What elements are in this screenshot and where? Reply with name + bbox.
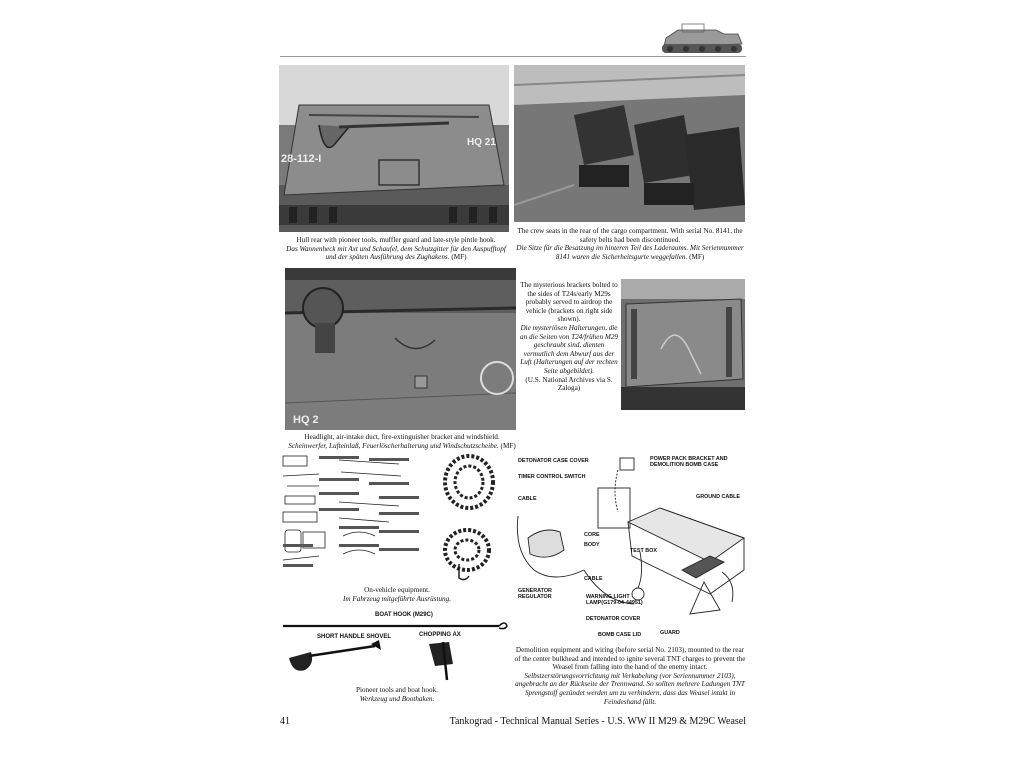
caption-demolition bbox=[514, 646, 746, 706]
caption-brackets-credit: (U.S. National Archives via S. Zaloga) bbox=[525, 375, 613, 393]
label-power-pack: POWER PACK BRACKET AND DEMOLITION BOMB CASE bbox=[650, 456, 728, 468]
label-boat-hook: BOAT HOOK (M29C) bbox=[375, 612, 433, 618]
page-number: 41 bbox=[280, 716, 290, 727]
label-timer: TIMER CONTROL SWITCH bbox=[518, 474, 586, 480]
caption-on-vehicle-en: On-vehicle equipment. bbox=[364, 586, 430, 594]
diagram-on-vehicle-equipment bbox=[279, 452, 511, 584]
label-shovel: SHORT HANDLE SHOVEL bbox=[317, 634, 392, 640]
caption-hull-rear bbox=[282, 236, 510, 262]
caption-pioneer-en: Pioneer tools and boat hook. bbox=[355, 686, 439, 694]
caption-brackets-de: Die mysteriösen Halterungen, die an die Seiten von T24/frühen M29 geschraubt sind, dienten vermutlich dem Abwurf aus der Luft (Halterungen auf der rechten Seite abgebildet). bbox=[520, 323, 619, 375]
label-core: CORE bbox=[584, 532, 600, 538]
label-detonator-cover: DETONATOR COVER bbox=[586, 616, 641, 622]
caption-demolition-en: Demolition equipment and wiring (before serial No. 2103), mounted to the rear of the center bulkhead and intended to ignite several TNT charges to prevent the Weasel from falling into the hand of the enemy intact. bbox=[514, 646, 746, 672]
label-cable-2: CABLE bbox=[584, 576, 603, 582]
caption-hull-rear-credit: (MF) bbox=[451, 253, 467, 262]
photo-brackets bbox=[621, 279, 745, 410]
caption-headlight-de: Scheinwerfer, Lufteinlaß, Feuerlöscherhalterung und Windschutzscheibe. bbox=[288, 441, 499, 450]
diagram-pioneer-tools bbox=[279, 608, 511, 684]
label-test-box: TEST BOX bbox=[630, 548, 657, 554]
deck-code-label: HQ 2 bbox=[293, 414, 319, 426]
caption-on-vehicle-de: Im Fahrzeug mitgeführte Ausrüstung. bbox=[342, 594, 452, 603]
caption-crew-seats-credit: (MF) bbox=[689, 252, 705, 261]
header-rule bbox=[280, 56, 746, 57]
caption-on-vehicle bbox=[290, 586, 504, 603]
hull-serial-label: 28-112-I bbox=[281, 153, 322, 165]
photo-headlight-deck bbox=[285, 268, 516, 430]
caption-demolition-de: Selbstzerstörungsvorrichtung mit Verkabelung (vor Seriennummer 2103), angebracht an der Rückseite der Trennwand. So sollten mehrere Ladungen TNT Sprengstoff gezündet werden um zu verhindern, dass das Weasel intakt in Feindeshand fällt. bbox=[515, 671, 745, 706]
caption-pioneer-de: Werkzeug und Boothaken. bbox=[359, 694, 435, 703]
label-bomb-case-lid: BOMB CASE LID bbox=[598, 632, 642, 638]
caption-hull-rear-de: Das Wannenheck mit Axt und Schaufel, dem Schutzgitter für den Auspufftopf und der späten Ausführung des Zughakens. bbox=[286, 244, 506, 262]
footer-title: Tankograd - Technical Manual Series - U.S. WW II M29 & M29C Weasel bbox=[449, 716, 746, 727]
caption-headlight bbox=[282, 433, 522, 450]
header-vehicle-thumbnail bbox=[656, 20, 746, 58]
label-detonator-case-cover: DETONATOR CASE COVER bbox=[518, 458, 589, 464]
label-ax: CHOPPING AX bbox=[419, 632, 461, 638]
caption-headlight-en: Headlight, air-intake duct, fire-extinguisher bracket and windshield. bbox=[304, 433, 500, 441]
photo-hull-rear bbox=[279, 65, 509, 232]
caption-headlight-credit: (MF) bbox=[500, 441, 516, 450]
label-warning-light: WARNING LIGHT LAMP(G179-04-44951) bbox=[586, 594, 643, 606]
caption-crew-seats-de: Die Sitze für die Besatzung im hinteren Teil des Laderaums. Mit Seriennummer 8141 waren die Sicherheitsgurte weggefallen. bbox=[516, 244, 744, 261]
caption-crew-seats-en: The crew seats in the rear of the cargo compartment. With serial No. 8141, the safety belts had been discontinued. bbox=[517, 227, 743, 244]
caption-crew-seats bbox=[516, 227, 744, 261]
caption-pioneer bbox=[290, 686, 504, 703]
label-cable: CABLE bbox=[518, 496, 537, 502]
label-generator: GENERATOR REGULATOR bbox=[518, 588, 552, 600]
hull-code-label: HQ 21 bbox=[467, 137, 496, 148]
photo-crew-seats bbox=[514, 65, 745, 222]
label-guard: GUARD bbox=[660, 630, 680, 636]
diagram-demolition-equipment bbox=[514, 452, 746, 644]
caption-brackets bbox=[520, 281, 618, 393]
label-ground-cable: GROUND CABLE bbox=[696, 494, 741, 500]
caption-hull-rear-en: Hull rear with pioneer tools, muffler guard and late-style pintle hook. bbox=[296, 236, 496, 244]
caption-brackets-en: The mysterious brackets bolted to the sides of T24s/early M29s probably served to airdrop the vehicle (brackets on right side shown). bbox=[520, 281, 618, 324]
label-body: BODY bbox=[584, 542, 600, 548]
